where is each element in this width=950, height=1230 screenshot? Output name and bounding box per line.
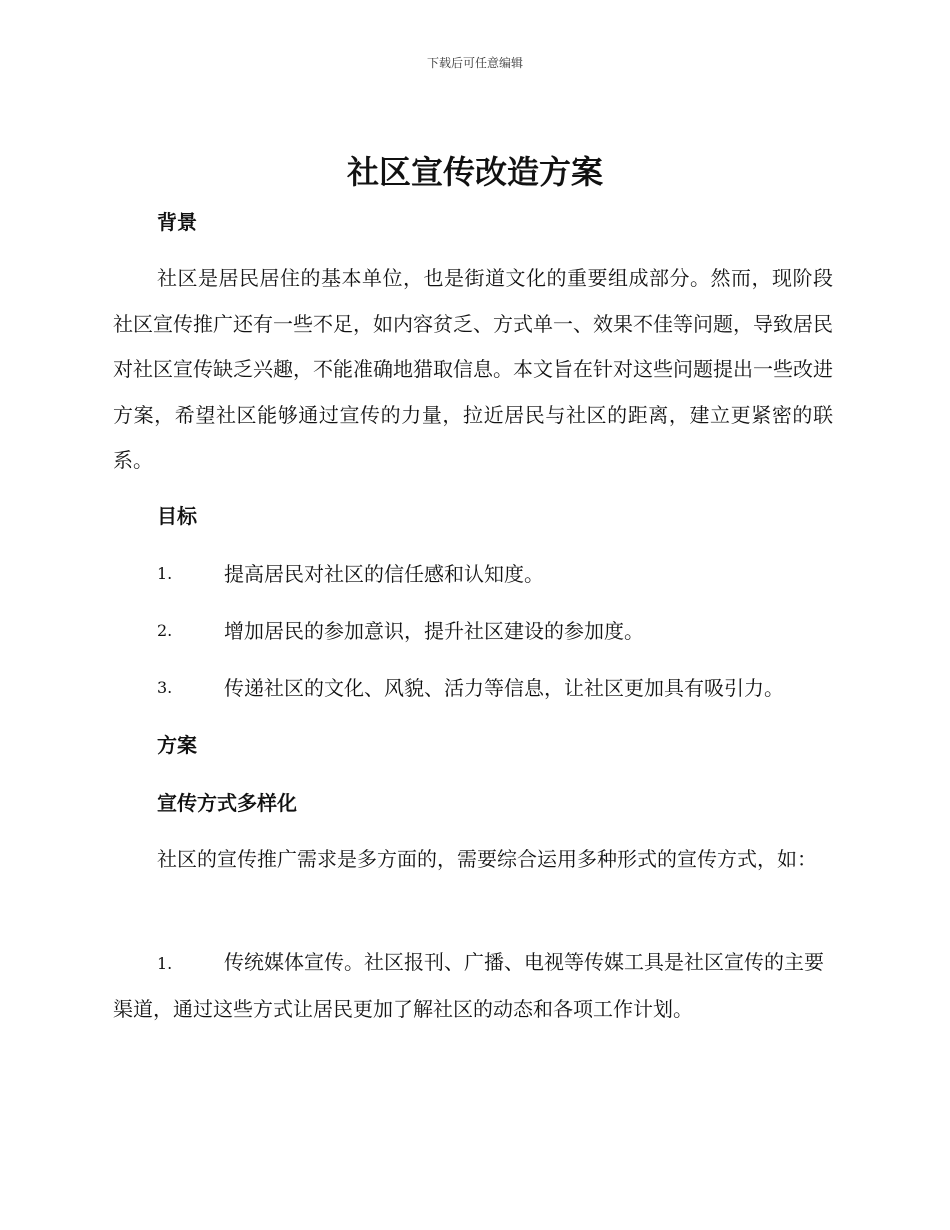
header-note: 下载后可任意编辑 <box>426 56 523 70</box>
background-paragraph: 社区是居民居住的基本单位，也是街道文化的重要组成部分。然而，现阶段社区宣传推广还有一些不足，如内容贫乏、方式单一、效果不佳等问题，导致居民对社区宣传缺乏兴趣，不能准确地猎取信息。本文旨在针对这些问题提出一些改进方案，希望社区能够通过宣传的力量，拉近居民与社区的距离，建立更紧密的联系。 <box>113 266 833 472</box>
document-title: 社区宣传改造方案 <box>346 153 603 191</box>
list-number: 1. <box>157 954 173 973</box>
section-heading-goals: 目标 <box>157 504 197 528</box>
list-text: 提高居民对社区的信任感和认知度。 <box>224 562 544 586</box>
list-text: 传统媒体宣传。社区报刊、广播、电视等传媒工具是社区宣传的主要渠道，通过这些方式让居民更加了解社区的动态和各项工作计划。 <box>113 950 824 1021</box>
list-number: 2. <box>157 621 173 640</box>
list-number: 1. <box>157 564 173 583</box>
list-number: 3. <box>157 678 173 697</box>
plan-paragraph: 社区的宣传推广需求是多方面的，需要综合运用多种形式的宣传方式，如： <box>157 847 817 871</box>
list-text: 传递社区的文化、风貌、活力等信息，让社区更加具有吸引力。 <box>224 676 784 700</box>
section-heading-plan: 方案 <box>157 733 197 757</box>
subsection-heading-diversified: 宣传方式多样化 <box>157 791 297 815</box>
list-text: 增加居民的参加意识，提升社区建设的参加度。 <box>224 619 644 643</box>
section-heading-background: 背景 <box>157 210 197 234</box>
plan-item-1 <box>113 940 833 1032</box>
